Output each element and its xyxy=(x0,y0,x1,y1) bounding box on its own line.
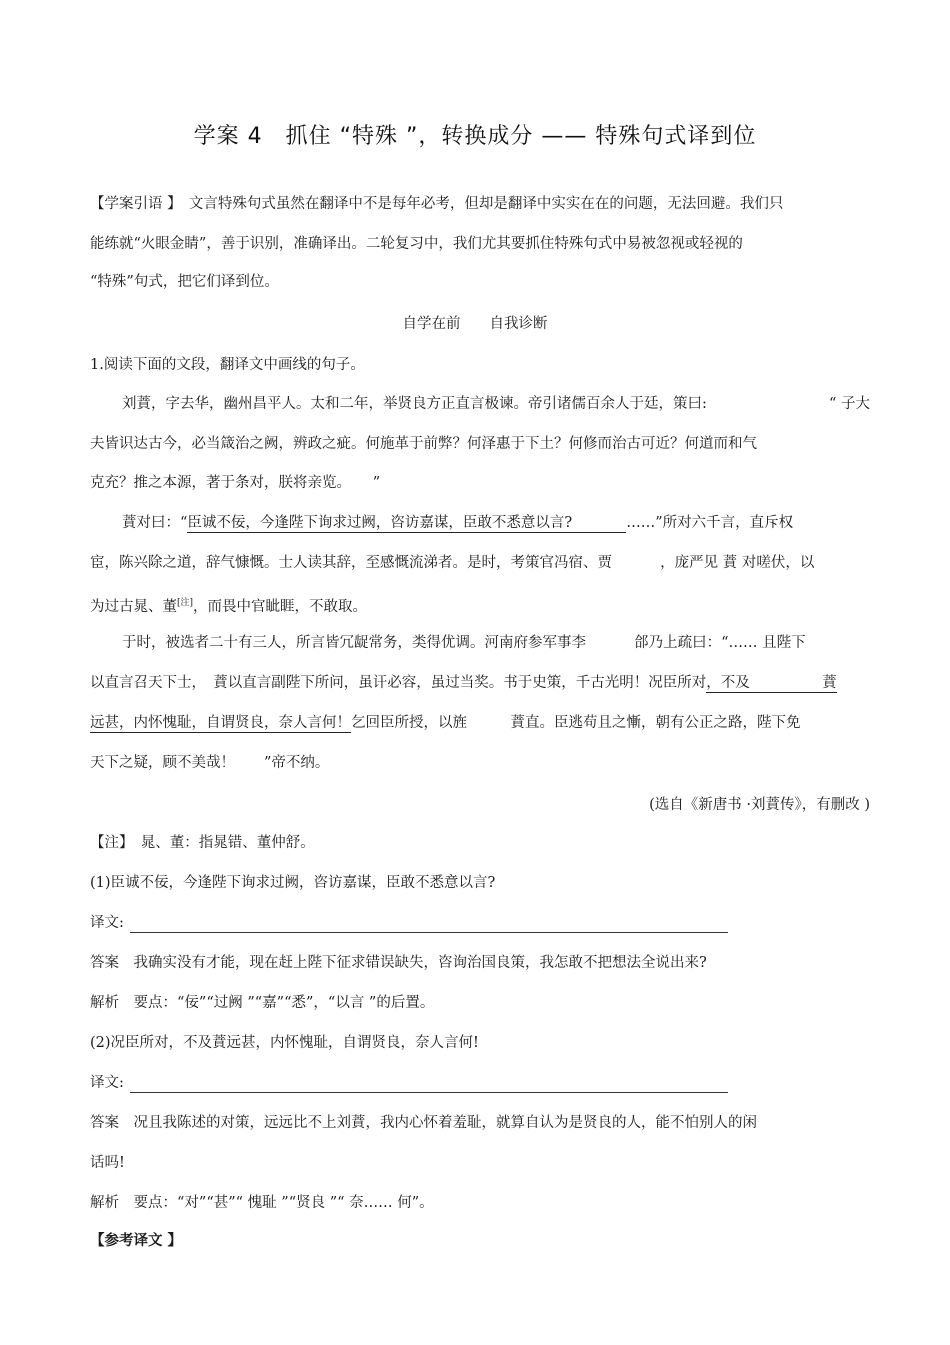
passage-p3-text-b: 乞回臣所授，以旌 蕡直。臣逃苟且之慚，朝有公正之路，陛下免 xyxy=(351,715,801,731)
q1-answer: 答案 我确实没有才能，现在赶上陛下征求错误缺失，咨询治国良策，我怎敢不把想法全说出来? xyxy=(90,955,707,971)
passage-note: 【注】 晁、董：指晁错、董仲舒。 xyxy=(90,835,315,851)
underlined-sentence-2-end: 远甚，内怀愧耻，自谓贤良，奈人言何！ xyxy=(90,715,351,731)
section-heading: 自学在前 自我诊断 xyxy=(402,316,548,332)
passage-p1-quote-start: “ 子大 xyxy=(828,396,870,412)
intro-line-1: 【学案引语 】 文言特殊句式虽然在翻译中不是每年必考，但却是翻译中实实在在的问题，无法回避。我们只 xyxy=(90,196,784,212)
q2-analysis: 解析 要点：“对”“甚”“ 愧耻 ”“贤良 ”“ 奈…… 何”。 xyxy=(90,1195,434,1211)
q2-translation-label: 译文: xyxy=(90,1075,124,1091)
page-title: 学案 4 抓住 “特殊 ”，转换成分 —— 特殊句式译到位 xyxy=(193,124,757,149)
passage-p2-text-d: ，而畏中官眦睚，不敢取。 xyxy=(193,598,368,615)
passage-p3-line-2 xyxy=(90,673,870,693)
underlined-sentence-1: 臣诚不佞，今逢陛下询求过阙，咨访嘉谋，臣敢不悉意以言? xyxy=(187,515,626,533)
note-marker: [注] xyxy=(177,598,194,608)
passage-p3-line-1: 于时，被选者二十有三人，所言皆冗龊常务，类得优调。河南府参军事李 郃乃上疏曰：“…… 且陛下 xyxy=(122,635,806,651)
q2-answer-line-1: 答案 况且我陈述的对策，远远比不上刘蕡，我内心怀着羞耻，就算自认为是贤良的人，能不怕别人的闲 xyxy=(90,1115,757,1131)
passage-p2-line-3 xyxy=(90,593,870,617)
passage-p2-text-a: 蕡对曰：“ xyxy=(122,515,188,531)
intro-line-2: 能练就“火眼金睛”，善于识别，准确译出。二轮复习中，我们尤其要抓住特殊句式中易被忽视或轻视的 xyxy=(90,236,743,252)
passage-p1-line-2: 夫皆识达古今，必当箴治之阙，辨政之疵。何施革于前弊？何泽惠于下土？何修而治古可近？何道而和气 xyxy=(90,436,757,452)
passage-p1-text: 刘蕡，字去华，幽州昌平人。太和二年，举贤良方正直言极谏。帝引诸儒百余人于廷，策曰: xyxy=(122,396,707,412)
passage-p2-text-b: ……”所对六千言，直斥权 xyxy=(626,515,794,531)
passage-p3-line-3 xyxy=(90,713,870,733)
q2-answer-line-2: 话吗! xyxy=(90,1155,125,1171)
q2-prompt: (2)况臣所对，不及蕡远甚，内怀愧耻，自谓贤良，奈人言何! xyxy=(90,1035,479,1051)
q2-translation-row xyxy=(90,1073,870,1093)
reference-translation-heading: 【参考译文 】 xyxy=(90,1232,183,1249)
passage-p3-text-a: 以直言召天下士， 蕡以直言副陛下所问，虽讦必容，虽过当奖。书于史策，千古光明！况臣所对 xyxy=(90,675,707,691)
q1-translation-label: 译文: xyxy=(90,915,124,931)
passage-p3-line-4: 天下之疑，顾不美哉！ ”帝不纳。 xyxy=(90,755,330,771)
passage-p2-line-1 xyxy=(122,513,870,533)
question-1-instruction: 1.阅读下面的文段，翻译文中画线的句子。 xyxy=(90,357,365,373)
q1-translation-row xyxy=(90,913,870,933)
passage-p1-line-3: 克充？推之本源，著于条对，朕将亲览。 ” xyxy=(90,475,381,491)
passage-source: (选自《新唐书 ·刘蕡传》，有删改 ) xyxy=(649,797,870,813)
q1-analysis: 解析 要点：“佞”“过阙 ”“嘉”“悉”，“以言 ”的后置。 xyxy=(90,995,435,1011)
passage-p2-line-2: 宦，陈兴除之道，辞气慷慨。士人读其辞，至感慨流涕者。是时，考策官冯宿、贾 ，庞严见 蕡 对嗟伏，以 xyxy=(90,555,815,571)
passage-p2-text-c: 为过古晁、董 xyxy=(90,598,177,615)
intro-line-3: “特殊”句式，把它们译到位。 xyxy=(90,274,279,290)
q2-translation-blank[interactable] xyxy=(130,1078,728,1093)
q1-prompt: (1)臣诚不佞，今逢陛下询求过阙，咨访嘉谋，臣敢不悉意以言? xyxy=(90,875,496,891)
passage-p1-line-1 xyxy=(122,394,870,414)
underlined-sentence-2-start: ，不及 蕡 xyxy=(706,675,837,691)
q1-translation-blank[interactable] xyxy=(130,918,728,933)
